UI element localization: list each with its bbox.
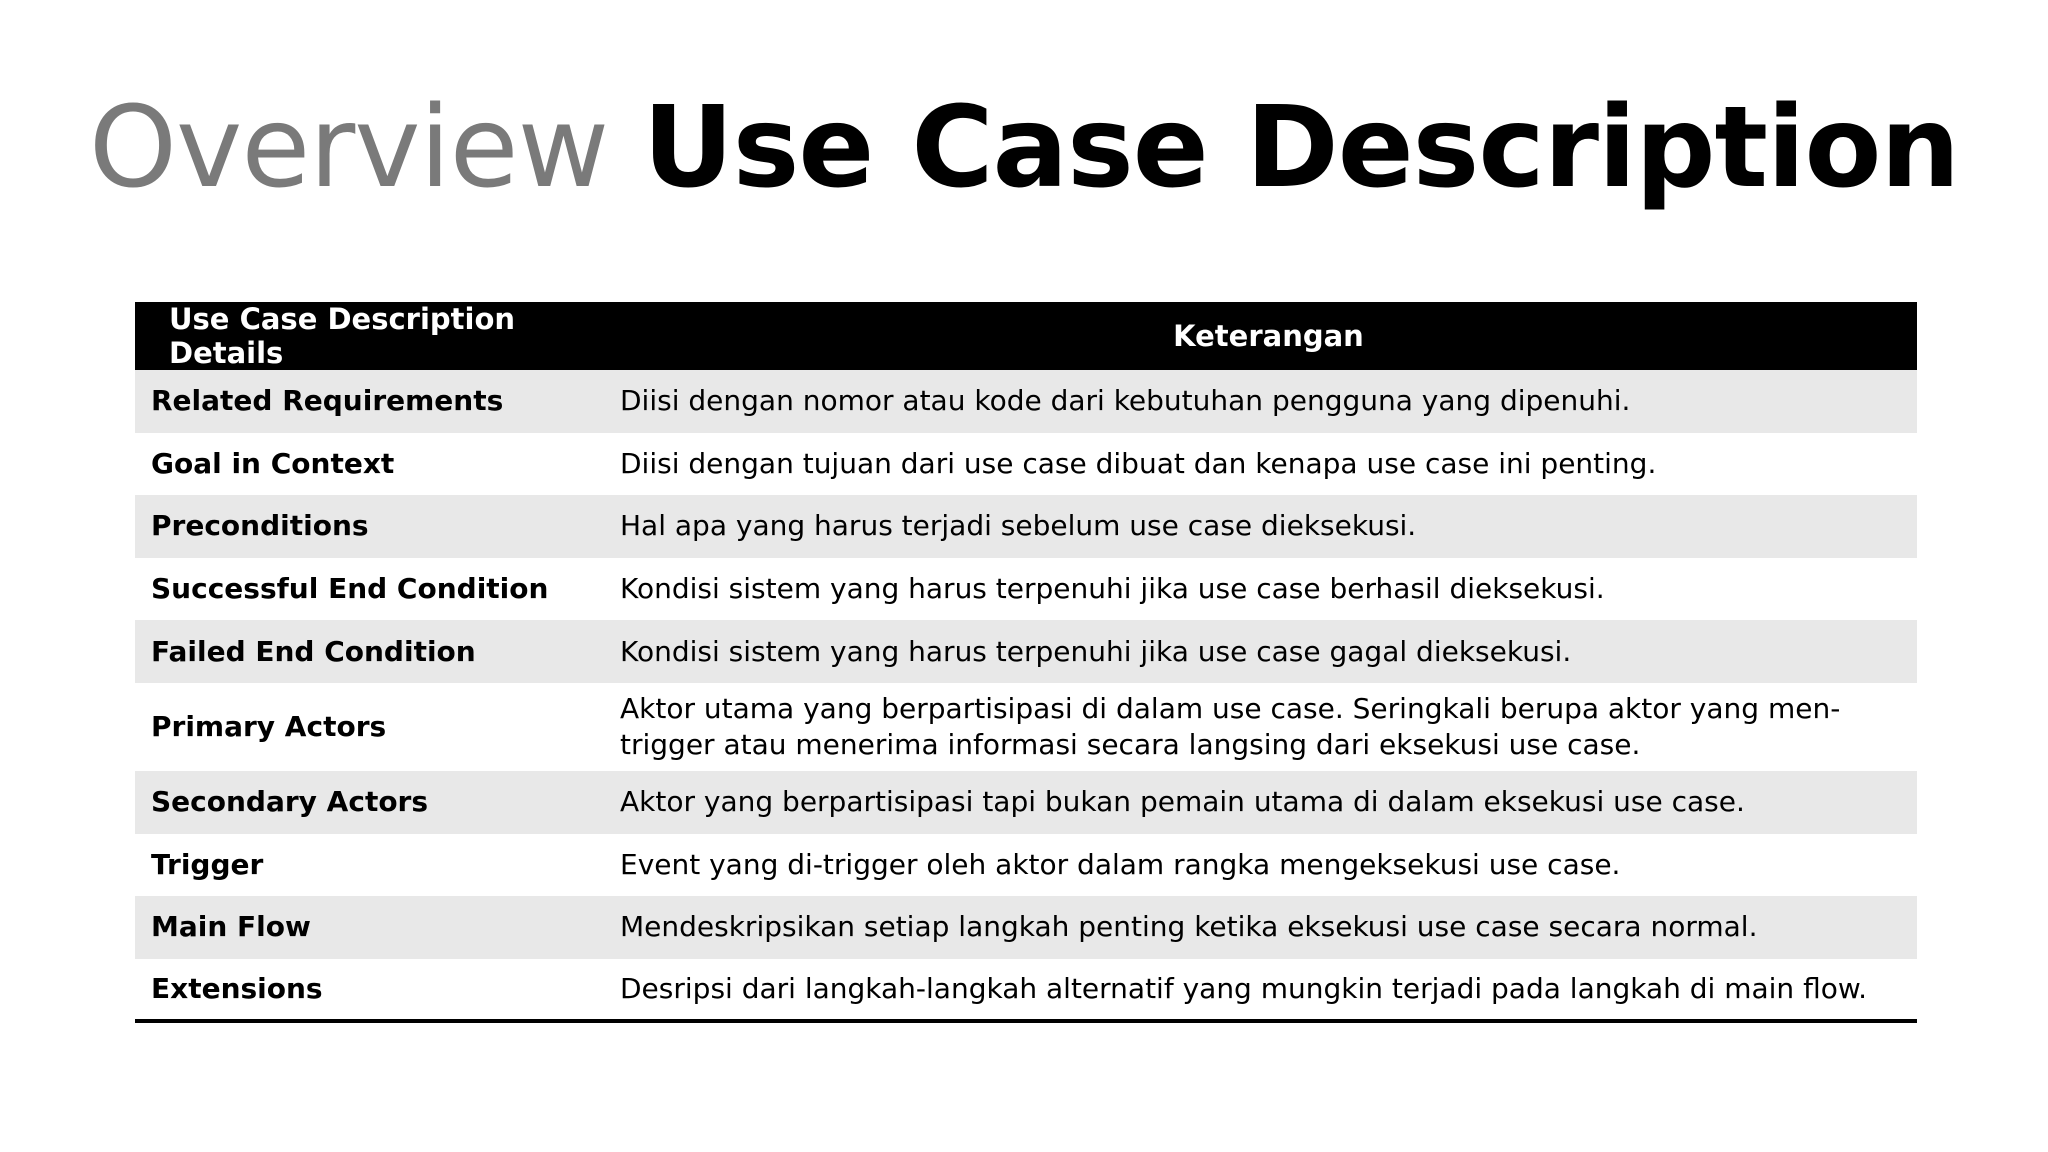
table-row [135,495,1917,558]
column-header-details: Use Case Description Details [169,302,516,370]
row-label: Extensions [151,972,323,1006]
table-row [135,896,1917,959]
row-label: Goal in Context [151,446,395,480]
row-label: Failed End Condition [151,634,476,668]
title-light-part: Overview [88,83,609,213]
row-description: Aktor utama yang berpartisipasi di dalam use case. Seringkali berupa aktor yang men-trigger atau menerima informasi secara langsing dari eksekusi use case. [620,691,1841,761]
page-title [0,80,2048,216]
table-header-row [135,302,1917,370]
row-label: Related Requirements [151,384,504,418]
row-description: Mendeskripsikan setiap langkah penting ketika eksekusi use case secara normal. [620,910,1758,944]
title-bold-part: Use Case Description [642,83,1960,213]
row-description: Aktor yang berpartisipasi tapi bukan pemain utama di dalam eksekusi use case. [620,785,1745,819]
table-row [135,959,1917,1022]
table-row [135,370,1917,433]
row-label: Main Flow [151,910,311,944]
row-label: Successful End Condition [151,572,549,606]
table-row [135,433,1917,496]
row-description: Diisi dengan tujuan dari use case dibuat dan kenapa use case ini penting. [620,446,1657,480]
row-description: Desripsi dari langkah-langkah alternatif yang mungkin terjadi pada langkah di main flow. [620,972,1868,1006]
row-label: Trigger [151,847,264,881]
row-description: Kondisi sistem yang harus terpenuhi jika use case gagal dieksekusi. [620,634,1572,668]
column-header-keterangan: Keterangan [1173,319,1364,353]
row-label: Primary Actors [151,709,387,743]
table-row [135,834,1917,897]
table-row [135,683,1917,771]
row-description: Hal apa yang harus terjadi sebelum use case dieksekusi. [620,509,1417,543]
table-row [135,620,1917,683]
table-row [135,558,1917,621]
row-label: Secondary Actors [151,785,429,819]
row-description: Diisi dengan nomor atau kode dari kebutuhan pengguna yang dipenuhi. [620,384,1631,418]
row-description: Kondisi sistem yang harus terpenuhi jika use case berhasil dieksekusi. [620,572,1605,606]
row-label: Preconditions [151,509,369,543]
row-description: Event yang di-trigger oleh aktor dalam rangka mengeksekusi use case. [620,847,1621,881]
use-case-description-table [135,302,1917,1023]
table-row [135,771,1917,834]
